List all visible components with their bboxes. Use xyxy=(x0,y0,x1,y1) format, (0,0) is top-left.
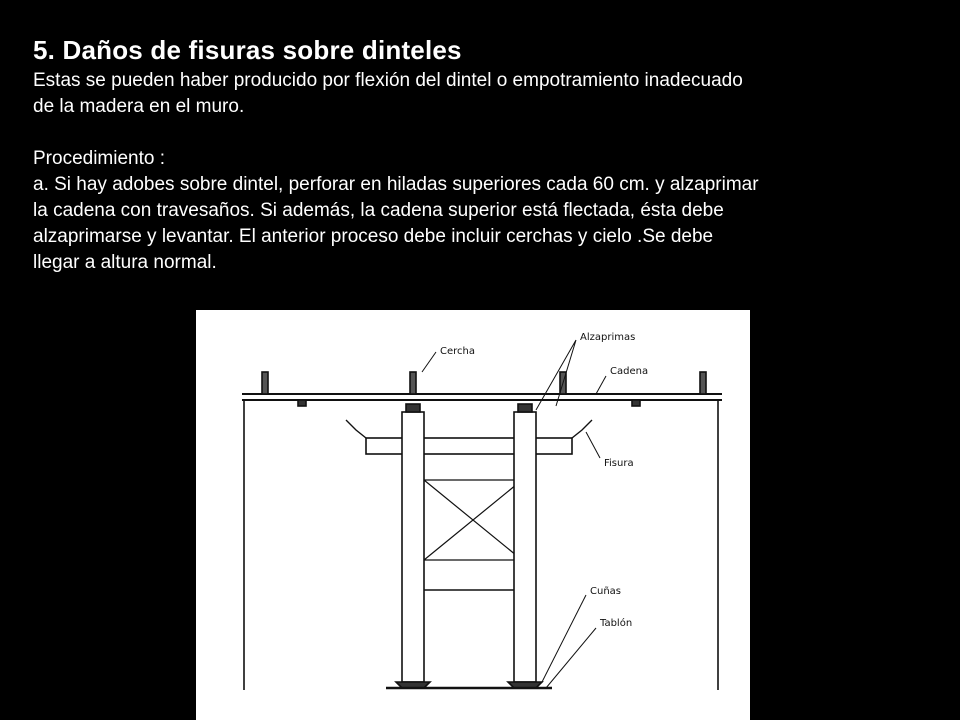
leader-fisura xyxy=(586,432,600,458)
cross-brace xyxy=(424,480,522,560)
step-a-line-2: la cadena con travesaños. Si además, la cadena superior está flectada, ésta debe xyxy=(33,200,724,221)
leader-cercha xyxy=(422,352,436,372)
label-cercha: Cercha xyxy=(440,346,475,357)
leader-tablon xyxy=(546,628,596,688)
intro-line-1: Estas se pueden haber producido por flexión del dintel o empotramiento inadecuado xyxy=(33,70,743,91)
alzaprima-left xyxy=(402,412,424,682)
wall-outline xyxy=(244,400,718,690)
diagram-svg xyxy=(196,310,750,720)
label-alzaprimas: Alzaprimas xyxy=(580,332,636,343)
cercha-post-2 xyxy=(410,372,416,394)
alzaprima-right xyxy=(514,412,536,682)
crack-left xyxy=(346,420,366,438)
prop-cap-left xyxy=(406,404,420,412)
label-fisura: Fisura xyxy=(604,458,634,469)
lintel-repair-diagram xyxy=(196,310,750,720)
step-a-line-3: alzaprimarse y levantar. El anterior proceso debe incluir cerchas y cielo .Se debe xyxy=(33,226,714,247)
leader-cunas xyxy=(542,595,586,682)
leader-cadena xyxy=(596,376,606,394)
prop-cap-right xyxy=(518,404,532,412)
cercha-post-1 xyxy=(262,372,268,394)
intro-line-2: de la madera en el muro. xyxy=(33,96,245,117)
cercha-post-4 xyxy=(700,372,706,394)
crack-right xyxy=(572,420,592,438)
label-cadena: Cadena xyxy=(610,366,649,377)
step-a-line-4: llegar a altura normal. xyxy=(33,252,217,273)
label-tablon: Tablón xyxy=(600,618,633,629)
label-cunas: Cuñas xyxy=(590,586,621,597)
slide-text-block xyxy=(33,34,948,276)
lintel xyxy=(366,438,572,454)
paragraph-spacer xyxy=(33,120,948,146)
procedure-heading: Procedimiento : xyxy=(33,148,166,169)
slide-title: 5. Daños de fisuras sobre dinteles xyxy=(33,35,462,65)
cadena-block-1 xyxy=(298,400,306,406)
cadena-block-2 xyxy=(632,400,640,406)
cadena-beam xyxy=(242,394,722,400)
step-a-line-1: a. Si hay adobes sobre dintel, perforar en hiladas superiores cada 60 cm. y alzaprimar xyxy=(33,174,759,195)
